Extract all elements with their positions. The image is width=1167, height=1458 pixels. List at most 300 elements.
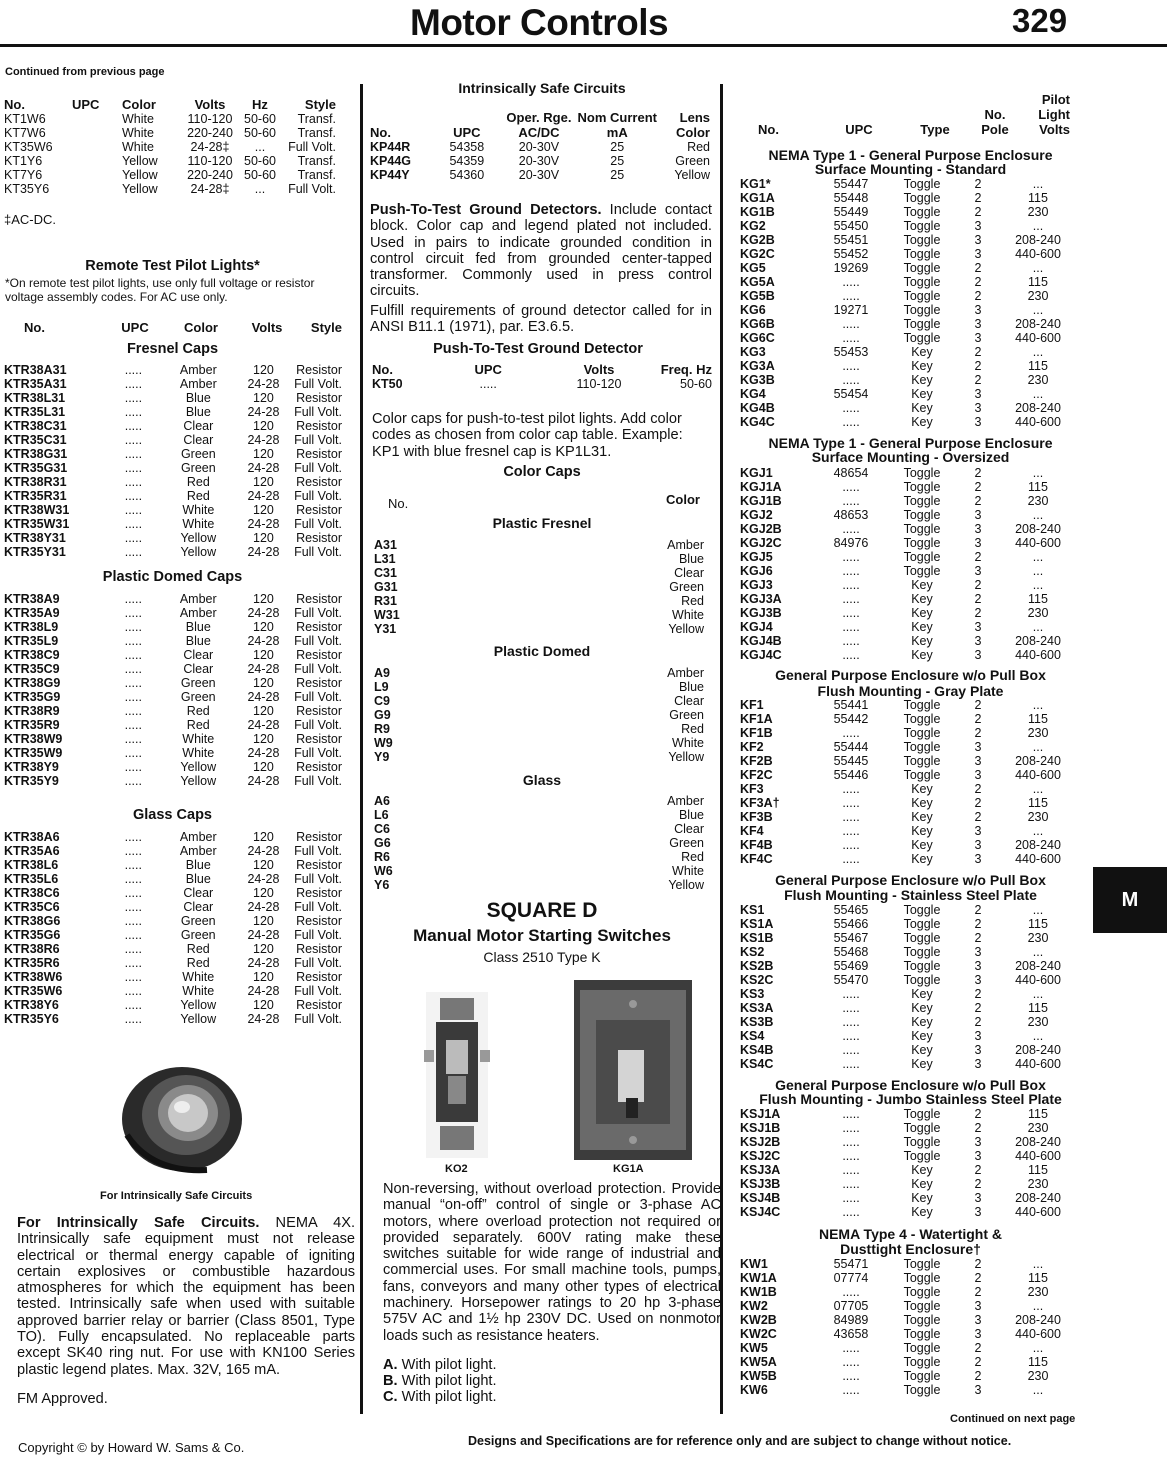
table-cell: ..... — [124, 760, 142, 774]
table-row — [4, 545, 342, 559]
table-cell: 24-28 — [247, 405, 280, 419]
plastic-domed-list — [374, 666, 704, 764]
table-cell: 3 — [974, 508, 982, 522]
table-cell: Toggle — [903, 1149, 941, 1163]
table-cell: ... — [1032, 466, 1044, 480]
acdc-note: ‡AC-DC. — [4, 212, 57, 227]
table-cell: Resistor — [296, 942, 342, 956]
table-cell: Transf. — [297, 112, 336, 126]
col-header: Hz — [252, 97, 268, 112]
table-cell: 24-28 — [247, 872, 280, 886]
table-cell: Key — [911, 852, 933, 866]
table-row — [4, 154, 336, 168]
section-tab-m: M — [1093, 867, 1167, 933]
table-cell: 24-28‡ — [190, 140, 230, 154]
table-cell: Full Volt. — [294, 517, 342, 531]
option-c-label: C. — [383, 1389, 398, 1405]
table-row — [4, 634, 342, 648]
table-cell: Full Volt. — [294, 928, 342, 942]
s1-table — [740, 177, 1078, 429]
table-cell: 208-240 — [1015, 959, 1061, 973]
table-cell: ..... — [842, 634, 860, 648]
table-cell: KTR38R31 — [4, 475, 67, 489]
table-row — [4, 676, 342, 690]
table-row — [740, 303, 1078, 317]
option-b-label: B. — [383, 1373, 398, 1389]
table-cell: Transf. — [297, 154, 336, 168]
table-cell: Blue — [185, 872, 211, 886]
table-cell: Toggle — [903, 205, 941, 219]
table-cell: 3 — [974, 219, 982, 233]
table-row — [740, 959, 1078, 973]
table-cell: Green — [675, 154, 710, 168]
table-cell: 230 — [1027, 289, 1049, 303]
remote-test-note: *On remote test pilot lights, use only full voltage or resistor voltage assembly codes. For AC use only. — [5, 276, 315, 304]
table-cell: Green — [180, 447, 216, 461]
table-cell: KF2B — [740, 754, 773, 768]
table-cell: KP44Y — [370, 168, 410, 182]
col-header: No. — [4, 97, 25, 112]
cap-color: White — [672, 736, 704, 750]
table-cell: 50-60 — [244, 154, 276, 168]
option-c-text: With pilot light. — [397, 1389, 497, 1405]
cap-code: A31 — [374, 538, 397, 552]
table-cell: Amber — [179, 592, 217, 606]
table-cell: 55444 — [833, 740, 869, 754]
table-cell: Key — [911, 1177, 933, 1191]
table-cell: ..... — [124, 844, 142, 858]
table-row — [740, 1271, 1078, 1285]
table-cell: 120 — [253, 886, 274, 900]
table-cell: KTR38G31 — [4, 447, 68, 461]
table-row — [4, 433, 342, 447]
table-cell: ..... — [842, 359, 860, 373]
table-cell: KG3 — [740, 345, 766, 359]
s4-table — [740, 903, 1078, 1071]
table-cell: ... — [1032, 1299, 1044, 1313]
table-cell: 3 — [974, 564, 982, 578]
table-cell: 2 — [974, 1107, 982, 1121]
table-cell: 115 — [1028, 275, 1048, 289]
list-item — [374, 594, 704, 608]
table-cell: Yellow — [122, 154, 158, 168]
table-cell: 43658 — [833, 1327, 869, 1341]
table-cell: ... — [1032, 987, 1044, 1001]
table-cell: 55465 — [833, 903, 869, 917]
table-cell: ... — [1032, 508, 1044, 522]
table-cell: KTR38W6 — [4, 970, 63, 984]
s4-title: General Purpose Enclosure w/o Pull Box — [775, 872, 1046, 888]
table-cell: 3 — [974, 247, 982, 261]
table-cell — [72, 126, 122, 140]
table-cell: ... — [1032, 782, 1044, 796]
s3-title: General Purpose Enclosure w/o Pull Box — [775, 667, 1046, 683]
table-row — [740, 466, 1078, 480]
col3-header-table — [740, 92, 1070, 137]
cap-color: Red — [681, 722, 704, 736]
table-cell: ..... — [842, 648, 860, 662]
table-cell: ..... — [842, 275, 860, 289]
table-cell: 55470 — [833, 973, 869, 987]
table-cell: KS3 — [740, 987, 765, 1001]
table-cell: KSJ4C — [740, 1205, 781, 1219]
table-cell: Toggle — [903, 1107, 941, 1121]
table-cell: KSJ2B — [740, 1135, 781, 1149]
list-item — [374, 580, 704, 594]
col-header: UPC — [474, 362, 502, 377]
cap-color: White — [672, 608, 704, 622]
glass-caps-table — [4, 830, 342, 1026]
table-cell — [72, 140, 122, 154]
cap-color: Amber — [667, 794, 704, 808]
glass-title: Glass — [522, 772, 562, 788]
table-row — [4, 970, 342, 984]
table-cell: Resistor — [296, 419, 342, 433]
table-cell: Full Volt. — [294, 1012, 342, 1026]
cap-color: Blue — [678, 808, 704, 822]
table-cell: 55448 — [833, 191, 869, 205]
table-cell: Toggle — [903, 550, 941, 564]
page-title: Motor Controls — [410, 2, 669, 43]
table-cell: ... — [254, 182, 266, 196]
table-cell: ..... — [842, 1015, 860, 1029]
table-row — [370, 140, 710, 154]
cap-color: Red — [681, 850, 704, 864]
table-row — [4, 942, 342, 956]
table-row — [740, 973, 1078, 987]
table-row — [740, 726, 1078, 740]
glass-list — [374, 794, 704, 892]
table-cell: 2 — [974, 698, 982, 712]
table-cell: KGJ4C — [740, 648, 782, 662]
table-cell: Toggle — [903, 1121, 941, 1135]
table-cell: KS2 — [740, 945, 765, 959]
col-header: No. — [372, 362, 393, 377]
table-cell: 48653 — [833, 508, 869, 522]
table-cell: Yellow — [122, 182, 158, 196]
table-cell: KW5B — [740, 1369, 777, 1383]
table-row — [740, 1285, 1078, 1299]
s5-table — [740, 1107, 1078, 1219]
table-cell: KG4C — [740, 415, 775, 429]
remote-test-title: Remote Test Pilot Lights* — [85, 258, 260, 274]
table-cell: 120 — [253, 391, 274, 405]
table-cell: 230 — [1027, 606, 1049, 620]
table-cell: 55452 — [833, 247, 869, 261]
cap-color: Red — [681, 594, 704, 608]
table-cell: ... — [1032, 387, 1044, 401]
table-cell: KG2C — [740, 247, 775, 261]
ptt-description — [370, 202, 712, 300]
table-cell: KT35W6 — [4, 140, 53, 154]
table-cell: Amber — [179, 844, 217, 858]
col-header: UPC — [453, 125, 481, 140]
ptt-desc-text: Include contact block. Color cap and legend plated not included. Used in pairs to indicate grounded condition in control circuit fed from grounded center-tapped transformer. Commonly used in press control circuits. — [370, 202, 712, 300]
table-cell: Key — [911, 810, 933, 824]
table-cell: KTR38R9 — [4, 704, 60, 718]
cap-code: R31 — [374, 594, 397, 608]
table-cell: 208-240 — [1015, 401, 1061, 415]
table-cell: 440-600 — [1015, 648, 1061, 662]
table-cell: 120 — [253, 592, 274, 606]
table-cell: 2 — [974, 345, 982, 359]
table-cell: ..... — [842, 289, 860, 303]
brand-square-d: SQUARE D — [486, 899, 598, 922]
table-cell: KTR38L6 — [4, 858, 59, 872]
table-row — [740, 387, 1078, 401]
table-cell: ..... — [124, 405, 143, 419]
list-item — [374, 808, 704, 822]
table-cell: 115 — [1028, 1107, 1048, 1121]
table-cell: KTR38C9 — [4, 648, 60, 662]
table-cell: 208-240 — [1015, 1043, 1061, 1057]
table-cell: KG1A — [740, 191, 775, 205]
table-cell: ... — [1032, 177, 1044, 191]
table-cell: Full Volt. — [294, 900, 342, 914]
table-row — [4, 592, 342, 606]
disclaimer: Designs and Specifications are for reference only and are subject to change without notice. — [468, 1434, 1012, 1448]
table-cell: 3 — [974, 1149, 982, 1163]
table-cell: 120 — [253, 858, 274, 872]
table-row — [740, 1191, 1078, 1205]
table-cell: 3 — [974, 1043, 982, 1057]
table-cell: Key — [911, 387, 933, 401]
table-cell: 2 — [974, 1121, 982, 1135]
table-cell: KG6B — [740, 317, 775, 331]
table-cell: ..... — [842, 578, 860, 592]
table-cell: ..... — [124, 914, 142, 928]
table-cell: Toggle — [903, 522, 941, 536]
table-cell: ..... — [842, 987, 860, 1001]
list-item — [374, 878, 704, 892]
table-cell: KG2 — [740, 219, 766, 233]
table-cell: Blue — [185, 858, 211, 872]
table-cell: KGJ5 — [740, 550, 773, 564]
table-cell: KW2B — [740, 1313, 777, 1327]
table-cell: ..... — [124, 545, 143, 559]
cap-code: W31 — [374, 608, 400, 622]
table-row — [4, 690, 342, 704]
table-cell: 2 — [974, 205, 982, 219]
col-header: Lens Color — [676, 110, 710, 140]
table-cell: ... — [1032, 1257, 1044, 1271]
table-row — [740, 373, 1078, 387]
table-row — [740, 578, 1078, 592]
table-row — [370, 154, 710, 168]
list-item — [374, 694, 704, 708]
table-cell: Key — [911, 648, 933, 662]
table-row — [4, 419, 342, 433]
table-cell: Key — [911, 373, 933, 387]
table-cell: Clear — [183, 433, 214, 447]
table-cell: KTR35R31 — [4, 489, 67, 503]
table-cell — [72, 168, 122, 182]
col1-top-table — [4, 97, 336, 196]
col-header: Color — [122, 97, 156, 112]
table-cell: Toggle — [903, 536, 941, 550]
table-cell: 24-28 — [247, 900, 280, 914]
table-cell: ..... — [124, 592, 142, 606]
table-cell: Green — [180, 928, 216, 942]
table-cell: KG5 — [740, 261, 766, 275]
table-cell: ..... — [124, 858, 142, 872]
table-cell: 440-600 — [1015, 1327, 1061, 1341]
color-caps-color-header: Color — [666, 492, 700, 507]
table-row — [4, 489, 342, 503]
table-cell: 24-28 — [247, 662, 280, 676]
table-cell: 55454 — [833, 387, 869, 401]
table-row — [740, 359, 1078, 373]
table-cell: Full Volt. — [294, 634, 342, 648]
option-a — [383, 1357, 497, 1373]
table-cell: 55450 — [833, 219, 869, 233]
table-cell: 3 — [974, 303, 982, 317]
table-cell: Red — [186, 942, 210, 956]
table-cell: Yellow — [180, 1012, 217, 1026]
table-cell: Toggle — [903, 494, 941, 508]
table-cell: ... — [1032, 1341, 1044, 1355]
table-cell: 24-28 — [247, 774, 280, 788]
table-row — [740, 1135, 1078, 1149]
table-cell: 2 — [974, 782, 982, 796]
table-cell: ..... — [842, 331, 860, 345]
table-cell: 2 — [974, 606, 982, 620]
table-cell: KGJ3 — [740, 578, 773, 592]
table-cell: KTR35Y9 — [4, 774, 59, 788]
table-cell: Toggle — [903, 1355, 941, 1369]
table-cell: Key — [911, 1057, 933, 1071]
table-cell: ..... — [842, 620, 860, 634]
col-header: UPC — [121, 320, 149, 335]
list-item — [374, 608, 704, 622]
table-cell: ..... — [842, 1177, 860, 1191]
table-cell: ..... — [842, 1341, 860, 1355]
table-cell: KTR38G9 — [4, 676, 61, 690]
table-row — [4, 662, 342, 676]
table-cell: ..... — [124, 718, 142, 732]
table-cell: ..... — [842, 401, 860, 415]
table-cell: 3 — [974, 387, 982, 401]
table-cell: 3 — [974, 331, 982, 345]
table-cell: KTR35L9 — [4, 634, 59, 648]
table-cell: ..... — [124, 634, 142, 648]
table-cell: 24-28 — [247, 433, 280, 447]
col3-header — [740, 92, 1070, 137]
table-cell: KF3B — [740, 810, 773, 824]
table-cell: 208-240 — [1015, 1191, 1061, 1205]
col-header: UPC — [845, 122, 873, 137]
table-row — [4, 998, 342, 1012]
table-cell: KGJ2C — [740, 536, 782, 550]
table-cell: KS4B — [740, 1043, 774, 1057]
col-header: Oper. Rge. AC/DC — [506, 110, 572, 140]
table-row — [740, 796, 1078, 810]
table-cell: Resistor — [296, 760, 342, 774]
list-item — [374, 538, 704, 552]
colorcap-description: Color caps for push-to-test pilot lights. Add color codes as chosen from color cap table. Example: KP1 with blue fresnel cap is KP1L31. — [372, 411, 683, 460]
table-cell: 115 — [1028, 191, 1048, 205]
table-cell: 120 — [253, 942, 274, 956]
table-cell: 24-28 — [247, 956, 280, 970]
table-cell: 110-120 — [187, 154, 233, 168]
table-cell: 84989 — [833, 1313, 869, 1327]
table-row — [4, 1012, 342, 1026]
table-cell: 440-600 — [1015, 247, 1061, 261]
table-cell: ..... — [842, 317, 860, 331]
table-cell: 3 — [974, 634, 982, 648]
table-cell: Yellow — [180, 545, 217, 559]
list-item — [374, 552, 704, 566]
fm-approved: FM Approved. — [17, 1391, 108, 1407]
table-cell: KSJ3B — [740, 1177, 781, 1191]
table-cell: 3 — [974, 1029, 982, 1043]
table-cell: KS2C — [740, 973, 774, 987]
table-cell: 2 — [974, 917, 982, 931]
table-cell: 55441 — [833, 698, 869, 712]
kg1a-switch-image — [574, 980, 692, 1160]
cap-color: Green — [669, 708, 704, 722]
table-row — [4, 774, 342, 788]
table-cell: KGJ4 — [740, 620, 773, 634]
table-cell: Full Volt. — [294, 718, 342, 732]
table-cell: Toggle — [903, 508, 941, 522]
cap-color: Blue — [678, 552, 704, 566]
table-row — [4, 475, 342, 489]
table-row — [740, 768, 1078, 782]
table-cell: ... — [254, 140, 266, 154]
table-row — [740, 247, 1078, 261]
table-cell: 115 — [1028, 1163, 1048, 1177]
pilot-light-photo — [112, 1055, 252, 1183]
table-cell: 55451 — [833, 233, 869, 247]
table-cell: 230 — [1027, 1285, 1049, 1299]
table-row — [4, 914, 342, 928]
ko2-switch-image — [418, 992, 496, 1158]
table-cell: Red — [186, 718, 210, 732]
table-cell: 230 — [1027, 1015, 1049, 1029]
table-cell: ..... — [124, 648, 142, 662]
list-item — [374, 750, 704, 764]
col-header: No. Pole — [981, 107, 1009, 137]
table-cell: 2 — [974, 550, 982, 564]
table-row — [4, 606, 342, 620]
table-cell: Resistor — [296, 970, 342, 984]
list-item — [374, 666, 704, 680]
table-cell: 3 — [974, 768, 982, 782]
table-cell: Key — [911, 1029, 933, 1043]
s4-subtitle: Flush Mounting - Stainless Steel Plate — [784, 887, 1037, 903]
cap-color: Amber — [667, 666, 704, 680]
table-cell: 3 — [974, 838, 982, 852]
table-cell: KP44G — [370, 154, 411, 168]
cap-color: Amber — [667, 538, 704, 552]
table-cell: ... — [1032, 1383, 1044, 1397]
table-cell: ... — [1032, 261, 1044, 275]
table-cell: 55446 — [833, 768, 869, 782]
table-row — [740, 1121, 1078, 1135]
table-cell: KTR38C6 — [4, 886, 60, 900]
table-cell: Resistor — [296, 676, 342, 690]
table-cell: 2 — [974, 1177, 982, 1191]
table-cell: 3 — [974, 754, 982, 768]
table-cell: ..... — [124, 830, 142, 844]
table-cell: KT1W6 — [4, 112, 46, 126]
table-cell: Transf. — [297, 126, 336, 140]
table-cell: 115 — [1028, 1271, 1048, 1285]
table-cell: ..... — [842, 852, 860, 866]
table-cell: Full Volt. — [294, 844, 342, 858]
table-cell: ..... — [124, 746, 142, 760]
